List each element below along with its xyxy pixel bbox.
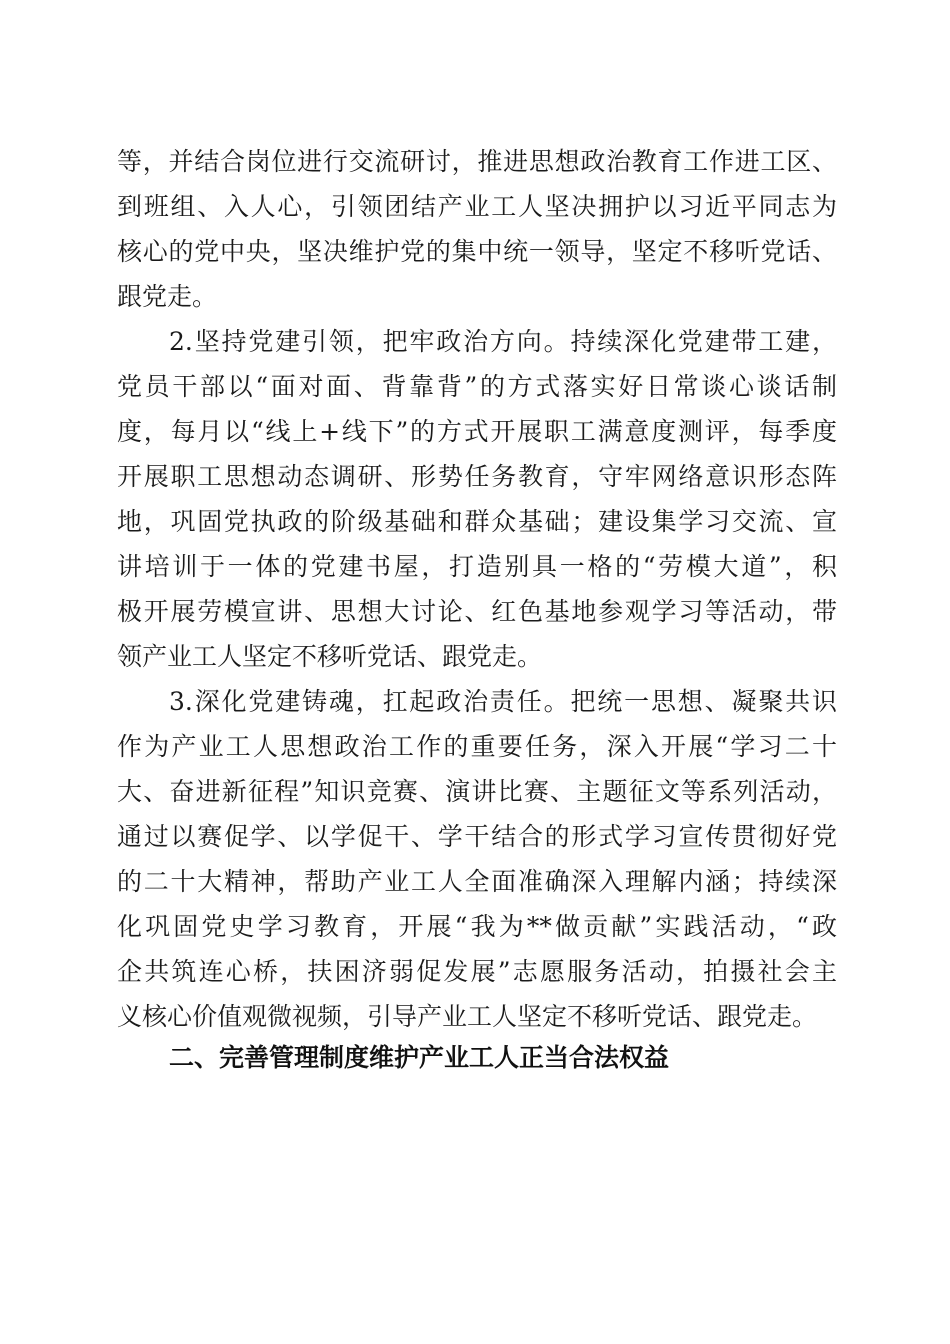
paragraph-3-line-4: 通过以赛促学、以学促干、学干结合的形式学习宣传贯彻好党 <box>117 822 837 851</box>
paragraph-2-line-5: 地，巩固党执政的阶级基础和群众基础；建设集学习交流、宣 <box>117 507 837 536</box>
paragraph-2-line-4: 开展职工思想动态调研、形势任务教育，守牢网络意识形态阵 <box>117 462 837 491</box>
paragraph-1-line-3: 核心的党中央，坚决维护党的集中统一领导，坚定不移听党话、 <box>117 237 837 266</box>
paragraph-3-line-6: 化巩固党史学习教育，开展“我为**做贡献”实践活动，“政 <box>117 912 837 941</box>
paragraph-1-line-4: 跟党走。 <box>117 282 218 311</box>
paragraph-3-line-7: 企共筑连心桥，扶困济弱促发展”志愿服务活动，拍摄社会主 <box>117 957 837 986</box>
paragraph-2-line-8: 领产业工人坚定不移听党话、跟党走。 <box>117 642 543 671</box>
paragraph-3-line-8: 义核心价值观微视频，引导产业工人坚定不移听党话、跟党走。 <box>117 1002 818 1031</box>
paragraph-2-line-1: 2.坚持党建引领，把牢政治方向。持续深化党建带工建， <box>169 327 837 356</box>
paragraph-2-line-2: 党员干部以“面对面、背靠背”的方式落实好日常谈心谈话制 <box>117 372 837 401</box>
paragraph-3-line-5: 的二十大精神，帮助产业工人全面准确深入理解内涵；持续深 <box>117 867 837 896</box>
paragraph-3-line-3: 大、奋进新征程”知识竞赛、演讲比赛、主题征文等系列活动， <box>117 777 837 806</box>
paragraph-1-line-2: 到班组、入人心，引领团结产业工人坚决拥护以习近平同志为 <box>117 192 837 221</box>
section-heading: 二、完善管理制度维护产业工人正当合法权益 <box>169 1043 670 1072</box>
paragraph-3-line-2: 作为产业工人思想政治工作的重要任务，深入开展“学习二十 <box>117 732 837 761</box>
paragraph-1-line-1: 等，并结合岗位进行交流研讨，推进思想政治教育工作进工区、 <box>117 147 837 176</box>
paragraph-2-line-3: 度，每月以“线上+线下”的方式开展职工满意度测评，每季度 <box>117 417 837 446</box>
paragraph-3-line-1: 3.深化党建铸魂，扛起政治责任。把统一思想、凝聚共识 <box>169 687 837 716</box>
paragraph-2-line-7: 极开展劳模宣讲、思想大讨论、红色基地参观学习等活动，带 <box>117 597 837 626</box>
paragraph-2-line-6: 讲培训于一体的党建书屋，打造别具一格的“劳模大道”，积 <box>117 552 837 581</box>
